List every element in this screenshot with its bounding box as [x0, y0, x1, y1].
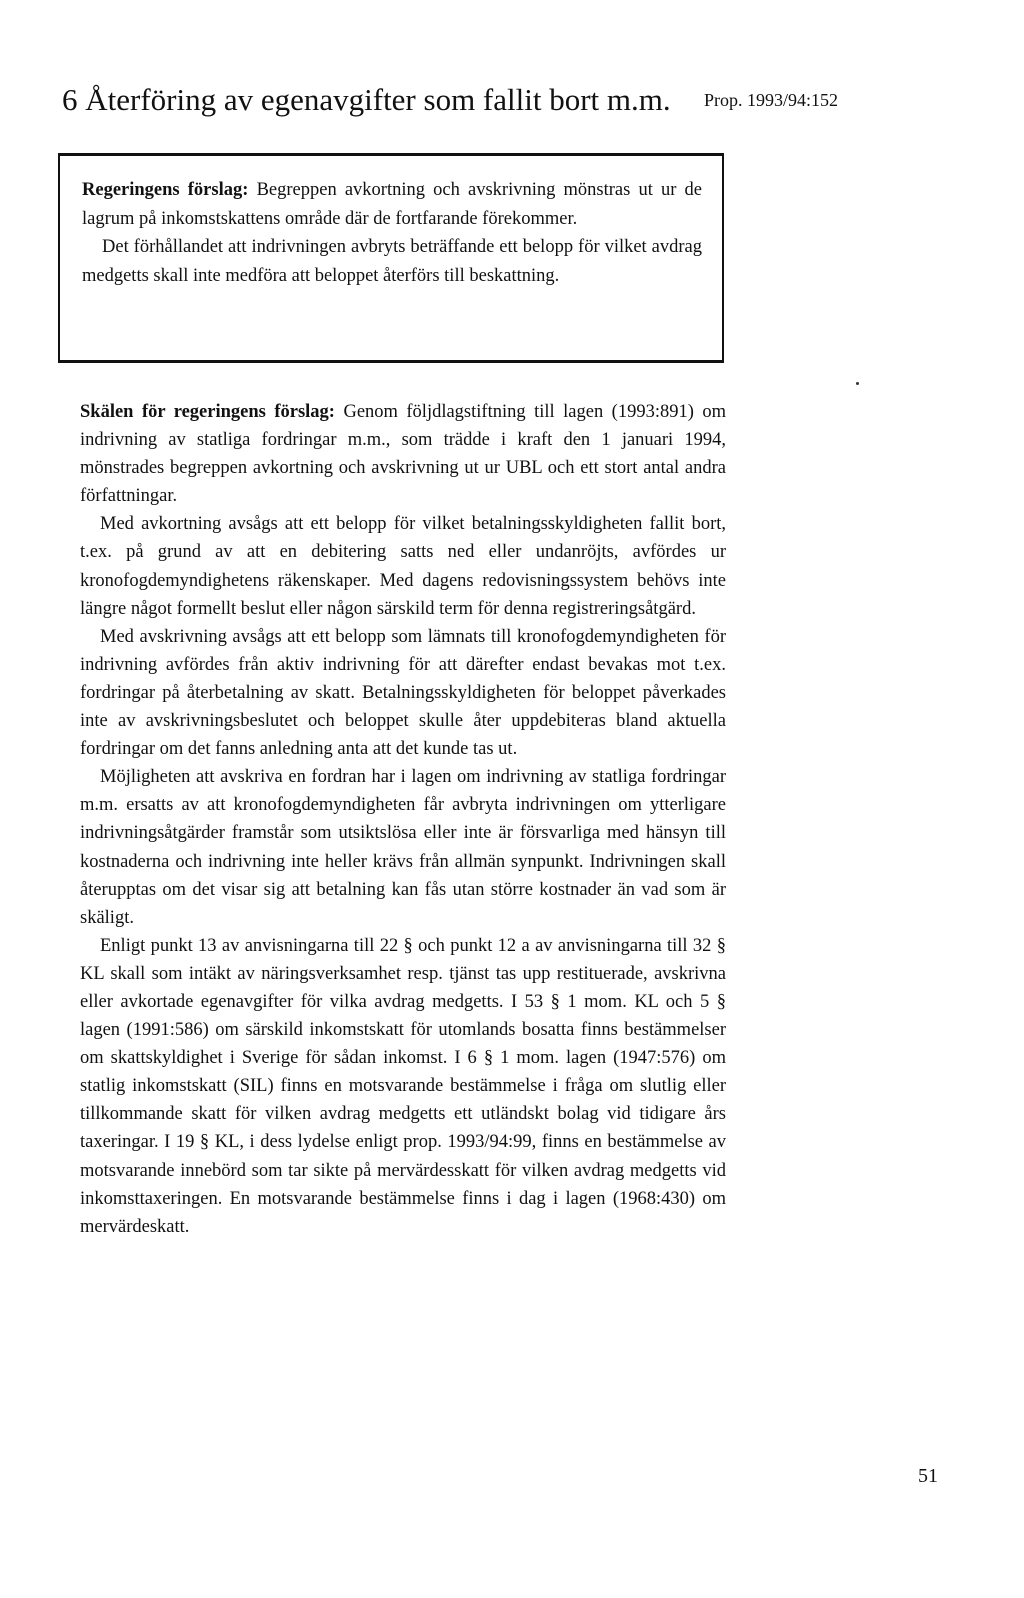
- reasons-paragraph-5: Enligt punkt 13 av anvisningarna till 22 § och punkt 12 a av anvisningarna till 32 § KL skall som intäkt av näringsverksamhet resp. tjänst tas upp restituerade, avskrivna eller avkortade egenavgifter för vilka avdrag medgetts. I 53 § 1 mom. KL och 5 § lagen (1991:586) om särskild inkomstskatt för utomlands bosatta finns bestämmelser om skattskyldighet i Sverige för sådan inkomst. I 6 § 1 mom. lagen (1947:576) om statlig inkomstskatt (SIL) finns en motsvarande bestämmelse i fråga om slutlig eller tillkommande skatt för vilken avdrag medgetts ett utländskt bolag vid tidigare års taxeringar. I 19 § KL, i dess lydelse enligt prop. 1993/94:99, finns en bestämmelse av motsvarande innebörd som tar sikte på mervärdesskatt för vilken avdrag medgetts vid inkomsttaxeringen. En motsvarande bestämmelse finns i dag i lagen (1968:430) om mervärdeskatt.: [80, 935, 726, 1237]
- proposition-reference: Prop. 1993/94:152: [704, 90, 839, 110]
- chapter-title: 6 Återföring av egenavgifter som fallit bort m.m.: [62, 82, 671, 117]
- reasons-text-1: Genom följdlagstiftning till lagen (1993:891) om indrivning av statliga fordringar m.m., som trädde i kraft den 1 januari 1994, mönstrades begreppen avkortning och avskrivning ut ur UBL och ett stort antal andra författningar.: [80, 402, 727, 507]
- government-proposal-box: [58, 153, 724, 363]
- page-number: 51: [918, 1465, 938, 1487]
- reasons-lead-label: Skälen för regeringens förslag:: [80, 402, 335, 422]
- page-header: [62, 80, 962, 124]
- proposal-paragraph-1: [82, 176, 702, 233]
- margin-dot: [856, 382, 859, 385]
- reasons-paragraph-3: Med avskrivning avsågs att ett belopp som lämnats till kronofogdemyndigheten för indrivning avfördes från aktiv indrivning för att därefter endast bevakas mot t.ex. fordringar på återbetalning av skatt. Betalningsskyldigheten för beloppet påverkades inte av avskrivningsbeslutet och beloppet skulle åter uppdebiteras bland aktuella fordringar om det fanns anledning anta att det kunde tas ut.: [80, 626, 726, 760]
- proposal-lead-label: Regeringens förslag:: [82, 180, 249, 200]
- proposal-text-1: Begreppen avkortning och avskrivning mönstras ut ur de lagrum på inkomstskattens område där de fortfarande förekommer.: [82, 180, 703, 229]
- reasons-paragraph-2: Med avkortning avsågs att ett belopp för vilket betalningsskyldigheten fallit bort, t.ex. på grund av att en debitering satts ned eller undanröjts, avfördes ur kronofogdemyndighetens räkenskaper. Med dagens redovisningssystem behövs inte längre något formellt beslut eller någon särskild term för denna registreringsåtgärd.: [80, 514, 726, 619]
- reasons-paragraph-4: Möjligheten att avskriva en fordran har i lagen om indrivning av statliga fordringar m.m. ersatts av att kronofogdemyndigheten får avbryta indrivningen om ytterligare indrivningsåtgärder framstår som utsiktslösa eller inte är försvarliga med hänsyn till kostnaderna och indrivning inte heller krävs från allmän synpunkt. Indrivningen skall återupptas om det visar sig att betalning kan fås utan större kostnader än vad som är skäligt.: [80, 767, 726, 928]
- reasons-paragraph-1: [80, 398, 726, 510]
- reasons-section: [80, 398, 726, 1241]
- proposal-paragraph-2: Det förhållandet att indrivningen avbryts beträffande ett belopp för vilket avdrag medgetts skall inte medföra att beloppet återförs till beskattning.: [82, 237, 702, 286]
